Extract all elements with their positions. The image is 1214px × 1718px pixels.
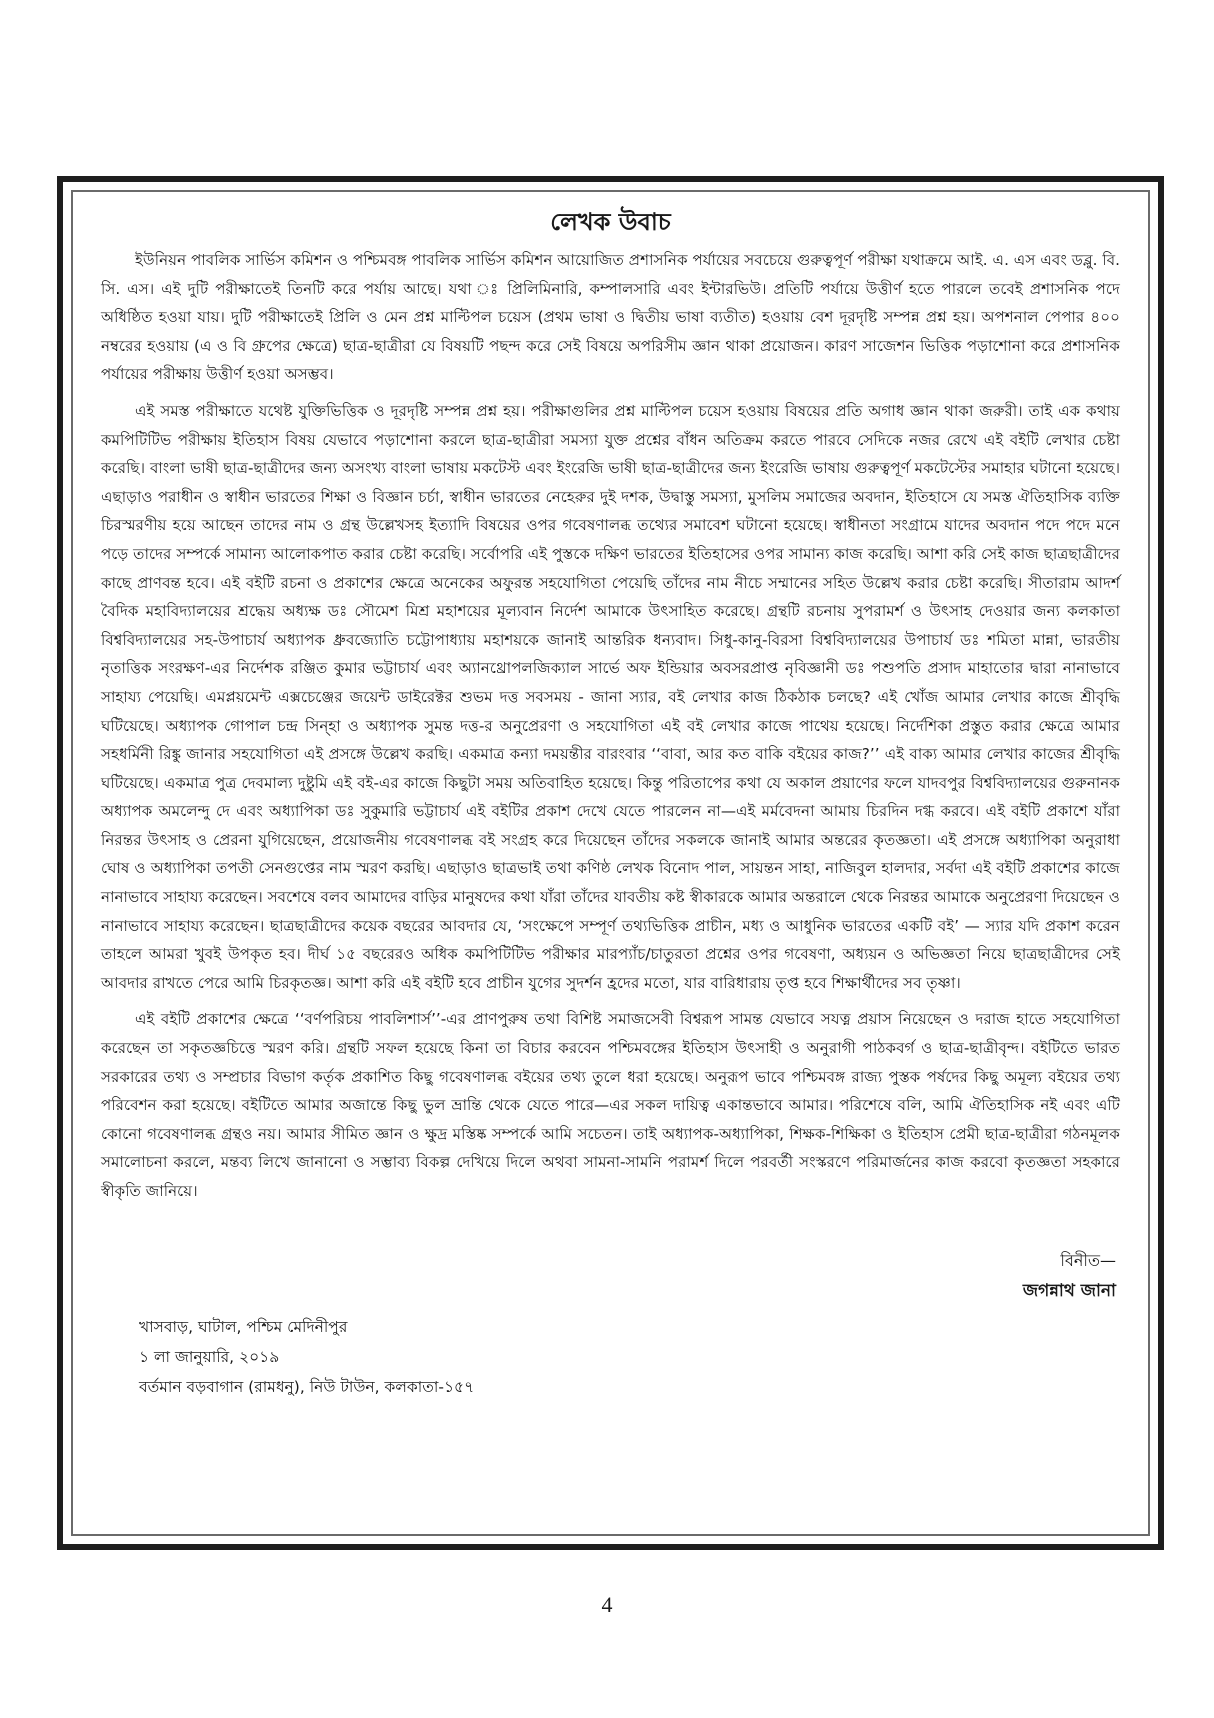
paragraph-2: এই সমস্ত পরীক্ষাতে যথেষ্ট যুক্তিভিত্তিক ও দূরদৃষ্টি সম্পন্ন প্রশ্ন হয়। পরীক্ষাগুলির প্রশ্ন মাল্টিপল চয়েস হওয়ায় বিষয়ের প্রতি অগাধ জ্ঞান থাকা জরুরী। তাই এক কথায় কমপিটিটিভ পরীক্ষায় ইতিহাস বিষয় যেভাবে পড়াশোনা করলে ছাত্র-ছাত্রীরা সমস্যা যুক্ত প্রশ্নের বাঁধন অতিক্রম করতে পারবে সেদিকে নজর রেখে এই বইটি লেখার চেষ্টা করেছি। বাংলা ভাষী ছাত্র-ছাত্রীদের জন্য অসংখ্য বাংলা ভাষায় মকটেস্ট এবং ইংরেজি ভাষী ছাত্র-ছাত্রীদের জন্য ইংরেজি ভাষায় গুরুত্বপূর্ণ মকটেস্টের সমাহার ঘটানো হয়েছে। এছাড়াও পরাধীন ও স্বাধীন ভারতের শিক্ষা ও বিজ্ঞান চর্চা, স্বাধীন ভারতের নেহেরুর দুই দশক, উদ্বাস্তু সমস্যা, মুসলিম সমাজের অবদান, ইতিহাসে যে সমস্ত ঐতিহাসিক ব্যক্তি চিরস্মরণীয় হয়ে আছেন তাদের নাম ও গ্রন্থ উল্লেখসহ ইত্যাদি বিষয়ের ওপর গবেষণালব্ধ তথ্যের সমাবেশ ঘটানো হয়েছে। স্বাধীনতা সংগ্রামে যাদের অবদান পদে পদে মনে পড়ে তাদের সম্পর্কে সামান্য আলোকপাত করার চেষ্টা করেছি। সর্বোপরি এই পুস্তকে দক্ষিণ ভারতের ইতিহাসের ওপর সামান্য কাজ করেছি। আশা করি সেই কাজ ছাত্রছাত্রীদের কাছে প্রাণবন্ত হবে। এই বইটি রচনা ও প্রকাশের ক্ষেত্রে অনেকের অফুরন্ত সহযোগিতা পেয়েছি তাঁদের নাম নীচে সম্মানের সহিত উল্লেখ করার চেষ্টা করেছি। সীতারাম আদর্শ বৈদিক মহাবিদ্যালয়ের শ্রদ্ধেয় অধ্যক্ষ ডঃ সৌমেশ মিশ্র মহাশয়ের মূল্যবান নির্দেশ আমাকে উৎসাহিত করেছে। গ্রন্থটি রচনায় সুপরামর্শ ও উৎসাহ দেওয়ার জন্য কলকাতা বিশ্ববিদ্যালয়ের সহ-উপাচার্য অধ্যাপক ধ্রুবজ্যোতি চট্টোপাধ্যায় মহাশয়কে জানাই আন্তরিক ধন্যবাদ। সিধু-কানু-বিরসা বিশ্ববিদ্যালয়ের উপাচার্য ডঃ শমিতা মান্না, ভারতীয় নৃতাত্তিক সংরক্ষণ-এর নির্দেশক রঞ্জিত কুমার ভট্টাচার্য এবং অ্যানথ্রোপলজিক্যাল সার্ভে অফ ইন্ডিয়ার অবসরপ্রাপ্ত নৃবিজ্ঞানী ডঃ পশুপতি প্রসাদ মাহাতোর দ্বারা নানাভাবে সাহায্য পেয়েছি। এমপ্লয়মেন্ট এক্সচেঞ্জের জয়েন্ট ডাইরেক্টর শুভম দত্ত সবসময় - জানা স্যার, বই লেখার কাজ ঠিকঠাক চলছে? এই খোঁজ আমার লেখার কাজে শ্রীবৃদ্ধি ঘটিয়েছে। অধ্যাপক গোপাল চন্দ্র সিন্‌হা ও অধ্যাপক সুমন্ত দত্ত-র অনুপ্রেরণা ও সহযোগিতা এই বই লেখার কাজে পাথেয় হয়েছে। নির্দেশিকা প্রস্তুত করার ক্ষেত্রে আমার সহধর্মিনী রিঙ্কু জানার সহযোগিতা এই প্রসঙ্গে উল্লেখ করছি। একমাত্র কন্যা দময়ন্তীর বারংবার ‘‘বাবা, আর কত বাকি বইয়ের কাজ?’’ এই বাক্য আমার লেখার কাজের শ্রীবৃদ্ধি ঘটিয়েছে। একমাত্র পুত্র দেবমাল্য দুষ্টুমি এই বই-এর কাজে কিছুটা সময় অতিবাহিত হয়েছে। কিন্তু পরিতাপের কথা যে অকাল প্রয়াণের ফলে যাদবপুর বিশ্ববিদ্যালয়ের গুরুনানক অধ্যাপক অমলেন্দু দে এবং অধ্যাপিকা ডঃ সুকুমারি ভট্টাচার্য এই বইটির প্রকাশ দেখে যেতে পারলেন না—এই মর্মবেদনা আমায় চিরদিন দগ্ধ করবে। এই বইটি প্রকাশে যাঁরা নিরন্তর উৎসাহ ও প্রেরনা যুগিয়েছেন, প্রয়োজনীয় গবেষণালব্ধ বই সংগ্রহ করে দিয়েছেন তাঁদের সকলকে জানাই আমার অন্তরের কৃতজ্ঞতা। এই প্রসঙ্গে অধ্যাপিকা অনুরাধা ঘোষ ও অধ্যাপিকা তপতী সেনগুপ্তের নাম স্মরণ করছি। এছাড়াও ছাত্রভাই তথা কণিষ্ঠ লেখক বিনোদ পাল, সায়ন্তন সাহা, নাজিবুল হালদার, সর্বদা এই বইটি প্রকাশের কাজে নানাভাবে সাহায্য করেছেন। সবশেষে বলব আমাদের বাড়ির মানুষদের কথা যাঁরা তাঁদের যাবতীয় কষ্ট স্বীকারকে আমার অন্তরালে থেকে নিরন্তর আমাকে অনুপ্রেরণা দিয়েছেন ও নানাভাবে সাহায্য করেছেন। ছাত্রছাত্রীদের কয়েক বছরের আবদার যে, ‘সংক্ষেপে সম্পূর্ণ তথ্যভিত্তিক প্রাচীন, মধ্য ও আধুনিক ভারতের একটি বই’ — স্যার যদি প্রকাশ করেন তাহলে আমরা খুবই উপকৃত হব। দীর্ঘ ১৫ বছরেরও অধিক কমপিটিটিভ পরীক্ষার মারপ্যাঁচ/চাতুরতা প্রশ্নের ওপর গবেষণা, অধ্যয়ন ও অভিজ্ঞতা নিয়ে ছাত্রছাত্রীদের সেই আবদার রাখতে পেরে আমি চিরকৃতজ্ঞ। আশা করি এই বইটি হবে প্রাচীন যুগের সুদর্শন হ্রদের মতো, যার বারিধারায় তৃপ্ত হবে শিক্ষার্থীদের সব তৃষ্ণা। [101,401,1120,992]
address-line: খাসবাড়, ঘাটাল, পশ্চিম মেদিনীপুর [139,1317,348,1336]
page-title: লেখক উবাচ [550,208,671,236]
date-line: ১ লা জানুয়ারি, ২০১৯ [139,1347,280,1366]
page-border-inner [71,190,1150,1536]
paragraph-1: ইউনিয়ন পাবলিক সার্ভিস কমিশন ও পশ্চিমবঙ্গ পাবলিক সার্ভিস কমিশন আয়োজিত প্রশাসনিক পর্যায়ের সবচেয়ে গুরুত্বপূর্ণ পরীক্ষা যথাক্রমে আই. এ. এস এবং ডব্লু. বি. সি. এস। এই দুটি পরীক্ষাতেই তিনটি করে পর্যায় আছে। যথা ঃ প্রিলিমিনারি, কম্পালসারি এবং ইন্টারভিউ। প্রতিটি পর্যায়ে উত্তীর্ণ হতে পারলে তবেই প্রশাসনিক পদে অধিষ্ঠিত হওয়া যায়। দুটি পরীক্ষাতেই প্রিলি ও মেন প্রশ্ন মাল্টিপল চয়েস (প্রথম ভাষা ও দ্বিতীয় ভাষা ব্যতীত) হওয়ায় বেশ দূরদৃষ্টি সম্পন্ন প্রশ্ন হয়। অপশনাল পেপার ৪০০ নম্বরের হওয়ায় (এ ও বি গ্রুপের ক্ষেত্রে) ছাত্র-ছাত্রীরা যে বিষয়টি পছন্দ করে সেই বিষয়ে অপরিসীম জ্ঞান থাকা প্রয়োজন। কারণ সাজেশন ভিত্তিক পড়াশোনা করে প্রশাসনিক পর্যায়ের পরীক্ষায় উত্তীর্ণ হওয়া অসম্ভব। [101,251,1120,384]
signature-block [101,1246,1120,1306]
address-block [101,1312,1120,1402]
preface-content [101,206,1120,1402]
address-line: বর্তমান বড়বাগান (রামধনু), নিউ টাউন, কলকাতা-১৫৭ [139,1377,475,1396]
page-border-outer [57,176,1164,1550]
paragraph-3: এই বইটি প্রকাশের ক্ষেত্রে ‘‘বর্ণপরিচয় পাবলিশার্স’’-এর প্রাণপুরুষ তথা বিশিষ্ট সমাজসেবী বিশ্বরূপ সামন্ত যেভাবে সযত্ন প্রয়াস নিয়েছেন ও দরাজ হাতে সহযোগিতা করেছেন তা সকৃতজ্ঞচিত্তে স্মরণ করি। গ্রন্থটি সফল হয়েছে কিনা তা বিচার করবেন পশ্চিমবঙ্গের ইতিহাস উৎসাহী ও অনুরাগী পাঠকবর্গ ও ছাত্র-ছাত্রীবৃন্দ। বইটিতে ভারত সরকারের তথ্য ও সম্প্রচার বিভাগ কর্তৃক প্রকাশিত কিছু গবেষণালব্ধ বইয়ের তথ্য তুলে ধরা হয়েছে। অনুরূপ ভাবে পশ্চিমবঙ্গ রাজ্য পুস্তক পর্ষদের কিছু অমূল্য বইয়ের তথ্য পরিবেশন করা হয়েছে। বইটিতে আমার অজান্তে কিছু ভুল ভ্রান্তি থেকে যেতে পারে—এর সকল দায়িত্ব একান্তভাবে আমার। পরিশেষে বলি, আমি ঐতিহাসিক নই এবং এটি কোনো গবেষণালব্ধ গ্রন্থও নয়। আমার সীমিত জ্ঞান ও ক্ষুদ্র মস্তিষ্ক সম্পর্কে আমি সচেতন। তাই অধ্যাপক-অধ্যাপিকা, শিক্ষক-শিক্ষিকা ও ইতিহাস প্রেমী ছাত্র-ছাত্রীরা গঠনমূলক সমালোচনা করলে, মন্তব্য লিখে জানানো ও সম্ভাব্য বিকল্প দেখিয়ে দিলে অথবা সামনা-সামনি পরামর্শ দিলে পরবর্তী সংস্করণে পরিমার্জনের কাজ করবো কৃতজ্ঞতা সহকারে স্বীকৃতি জানিয়ে। [101,1010,1120,1200]
page-number: 4 [601,1592,613,1617]
signoff-text: বিনীত— [1060,1250,1116,1270]
author-name: জগন্নাথ জানা [1022,1280,1116,1301]
